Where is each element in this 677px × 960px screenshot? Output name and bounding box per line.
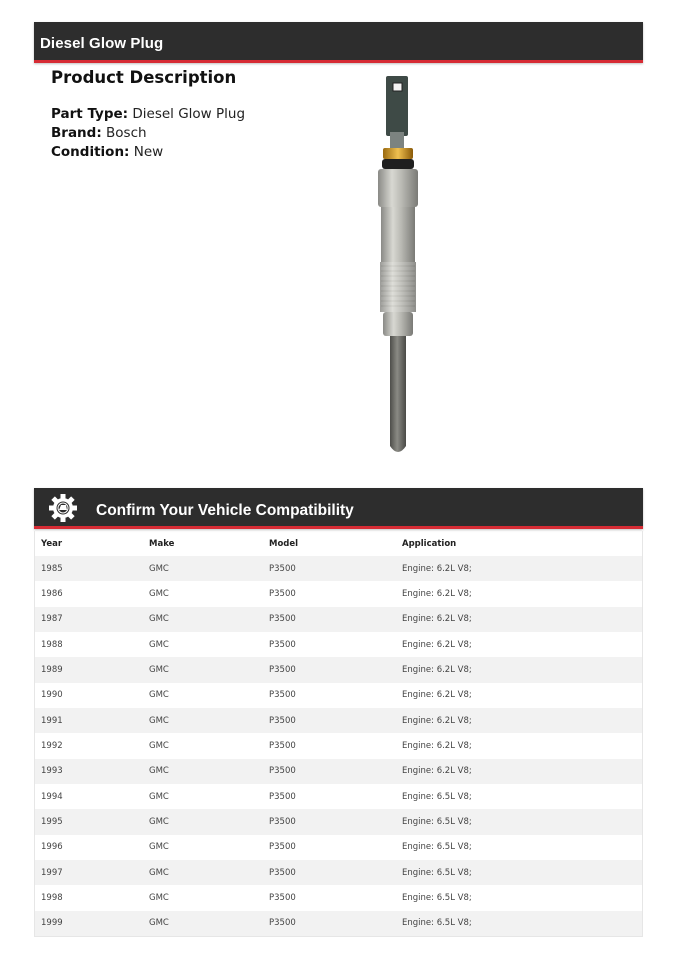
cell-model: P3500 bbox=[263, 759, 396, 784]
cell-year: 1999 bbox=[35, 911, 143, 936]
column-header-make: Make bbox=[149, 538, 175, 549]
cell-make: GMC bbox=[143, 759, 263, 784]
cell-make: GMC bbox=[143, 657, 263, 682]
cell-application: Engine: 6.5L V8; bbox=[396, 885, 642, 910]
column-header-application: Application bbox=[402, 538, 457, 549]
cell-application: Engine: 6.2L V8; bbox=[396, 733, 642, 758]
cell-application: Engine: 6.2L V8; bbox=[396, 708, 642, 733]
cell-model: P3500 bbox=[263, 657, 396, 682]
table-row bbox=[35, 860, 642, 885]
description-heading: Product Description bbox=[51, 68, 237, 87]
cell-make: GMC bbox=[143, 581, 263, 606]
table-row bbox=[35, 809, 642, 834]
cell-make: GMC bbox=[143, 784, 263, 809]
table-row bbox=[35, 835, 642, 860]
compatibility-table bbox=[34, 531, 643, 937]
cell-model: P3500 bbox=[263, 708, 396, 733]
cell-make: GMC bbox=[143, 632, 263, 657]
cell-make: GMC bbox=[143, 835, 263, 860]
cell-year: 1986 bbox=[35, 581, 143, 606]
cell-model: P3500 bbox=[263, 885, 396, 910]
spec-condition: Condition: New bbox=[51, 144, 164, 160]
cell-year: 1987 bbox=[35, 607, 143, 632]
table-row bbox=[35, 759, 642, 784]
cell-model: P3500 bbox=[263, 581, 396, 606]
cell-year: 1985 bbox=[35, 556, 143, 581]
cell-application: Engine: 6.2L V8; bbox=[396, 657, 642, 682]
cell-model: P3500 bbox=[263, 809, 396, 834]
cell-application: Engine: 6.5L V8; bbox=[396, 809, 642, 834]
compatibility-bar bbox=[34, 488, 643, 529]
table-row bbox=[35, 657, 642, 682]
cell-model: P3500 bbox=[263, 607, 396, 632]
table-row bbox=[35, 784, 642, 809]
title-bar bbox=[34, 22, 643, 63]
table-row bbox=[35, 556, 642, 581]
cell-model: P3500 bbox=[263, 911, 396, 936]
spec-part-type: Part Type: Diesel Glow Plug bbox=[51, 106, 246, 122]
table-row bbox=[35, 733, 642, 758]
compatibility-title: Confirm Your Vehicle Compatibility bbox=[96, 502, 354, 519]
cell-application: Engine: 6.2L V8; bbox=[396, 632, 642, 657]
cell-model: P3500 bbox=[263, 784, 396, 809]
cell-model: P3500 bbox=[263, 683, 396, 708]
cell-application: Engine: 6.5L V8; bbox=[396, 911, 642, 936]
table-row bbox=[35, 708, 642, 733]
cell-application: Engine: 6.2L V8; bbox=[396, 759, 642, 784]
column-header-model: Model bbox=[269, 538, 299, 549]
cell-model: P3500 bbox=[263, 556, 396, 581]
table-row bbox=[35, 683, 642, 708]
cell-year: 1994 bbox=[35, 784, 143, 809]
table-header-row bbox=[35, 531, 642, 556]
cell-make: GMC bbox=[143, 683, 263, 708]
cell-application: Engine: 6.2L V8; bbox=[396, 683, 642, 708]
cell-make: GMC bbox=[143, 607, 263, 632]
cell-application: Engine: 6.5L V8; bbox=[396, 784, 642, 809]
cell-application: Engine: 6.2L V8; bbox=[396, 607, 642, 632]
cell-model: P3500 bbox=[263, 632, 396, 657]
cell-year: 1988 bbox=[35, 632, 143, 657]
cell-make: GMC bbox=[143, 556, 263, 581]
table-row bbox=[35, 885, 642, 910]
table-row bbox=[35, 581, 642, 606]
product-description bbox=[51, 68, 245, 162]
cell-model: P3500 bbox=[263, 835, 396, 860]
product-image bbox=[376, 74, 432, 458]
cell-year: 1992 bbox=[35, 733, 143, 758]
cell-model: P3500 bbox=[263, 860, 396, 885]
cell-make: GMC bbox=[143, 733, 263, 758]
cell-year: 1989 bbox=[35, 657, 143, 682]
table-row bbox=[35, 911, 642, 936]
cell-year: 1996 bbox=[35, 835, 143, 860]
column-header-year: Year bbox=[41, 538, 63, 549]
cell-application: Engine: 6.2L V8; bbox=[396, 556, 642, 581]
cell-year: 1998 bbox=[35, 885, 143, 910]
cell-year: 1995 bbox=[35, 809, 143, 834]
cell-year: 1997 bbox=[35, 860, 143, 885]
cell-year: 1993 bbox=[35, 759, 143, 784]
cell-model: P3500 bbox=[263, 733, 396, 758]
cell-application: Engine: 6.2L V8; bbox=[396, 581, 642, 606]
gear-car-icon bbox=[48, 493, 78, 523]
page-title: Diesel Glow Plug bbox=[40, 35, 164, 52]
cell-year: 1991 bbox=[35, 708, 143, 733]
cell-make: GMC bbox=[143, 911, 263, 936]
cell-application: Engine: 6.5L V8; bbox=[396, 860, 642, 885]
table-row bbox=[35, 607, 642, 632]
spec-brand: Brand: Bosch bbox=[51, 125, 147, 141]
cell-application: Engine: 6.5L V8; bbox=[396, 835, 642, 860]
cell-make: GMC bbox=[143, 885, 263, 910]
table-row bbox=[35, 632, 642, 657]
cell-make: GMC bbox=[143, 860, 263, 885]
cell-make: GMC bbox=[143, 809, 263, 834]
cell-make: GMC bbox=[143, 708, 263, 733]
cell-year: 1990 bbox=[35, 683, 143, 708]
